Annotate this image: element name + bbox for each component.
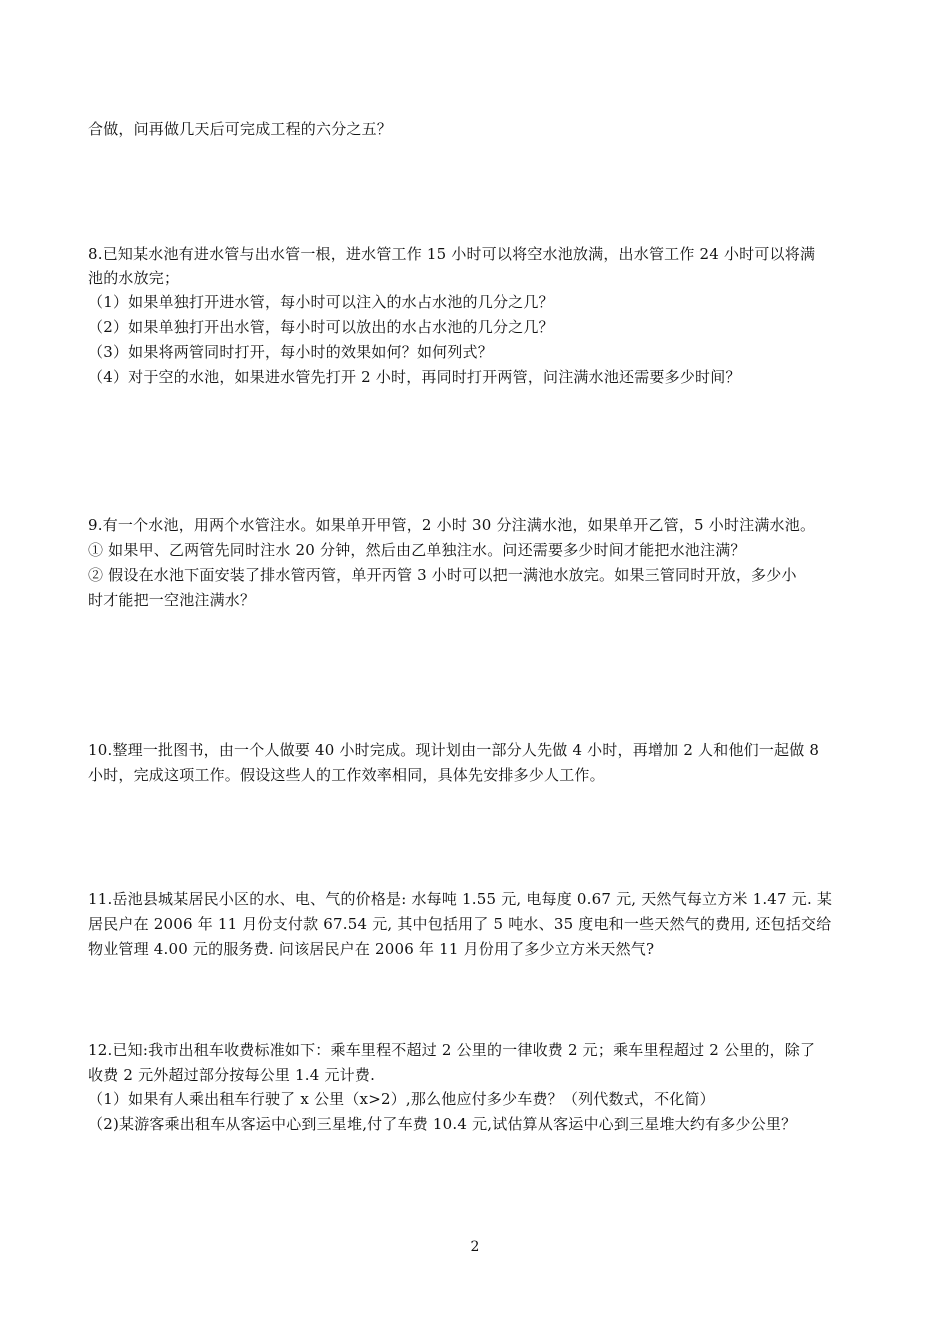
problem10-statement-line2: 小时，完成这项工作。假设这些人的工作效率相同，具体先安排多少人工作。 [88,766,605,784]
page-number: 2 [470,1239,480,1255]
problem12-statement-line1: 12.已知:我市出租车收费标准如下：乘车里程不超过 2 公里的一律收费 2 元；乘车里程超过 2 公里的，除了 [88,1041,816,1059]
problem9-subquestion-1: ① 如果甲、乙两管先同时注水 20 分钟，然后由乙单独注水。问还需要多少时间才能把水池注满？ [88,541,746,559]
problem12-statement-line2: 收费 2 元外超过部分按每公里 1.4 元计费. [88,1066,376,1084]
problem8-subquestion-3: （3）如果将两管同时打开，每小时的效果如何？如何列式？ [88,343,493,361]
problem11-statement-line1: 11.岳池县城某居民小区的水、电、气的价格是: 水每吨 1.55 元, 电每度 0.67 元, 天然气每立方米 1.47 元. 某 [88,890,833,908]
problem8-subquestion-1: （1）如果单独打开进水管，每小时可以注入的水占水池的几分之几？ [88,293,554,311]
problem8-subquestion-4: （4）对于空的水池，如果进水管先打开 2 小时，再同时打开两管，问注满水池还需要多少时间？ [88,368,741,386]
problem10-statement-line1: 10.整理一批图书，由一个人做要 40 小时完成。现计划由一部分人先做 4 小时，再增加 2 人和他们一起做 8 [88,741,820,759]
problem12-subquestion-1: （1）如果有人乘出租车行驶了 x 公里（x>2）,那么他应付多少车费？（列代数式，不化简） [88,1090,715,1108]
problem8-statement-line2: 池的水放完； [88,269,180,287]
problem9-subquestion-2-line1: ② 假设在水池下面安装了排水管丙管，单开丙管 3 小时可以把一满池水放完。如果三管同时开放，多少小 [88,566,797,584]
problem8-subquestion-2: （2）如果单独打开出水管，每小时可以放出的水占水池的几分之几？ [88,318,554,336]
problem8-statement-line1: 8.已知某水池有进水管与出水管一根，进水管工作 15 小时可以将空水池放满，出水管工作 24 小时可以将满 [88,245,816,263]
problem9-statement: 9.有一个水池，用两个水管注水。如果单开甲管，2 小时 30 分注满水池，如果单开乙管，5 小时注满水池。 [88,516,816,534]
problem9-subquestion-2-line2: 时才能把一空池注满水？ [88,591,256,609]
problem11-statement-line2: 居民户在 2006 年 11 月份支付款 67.54 元, 其中包括用了 5 吨水、35 度电和一些天然气的费用, 还包括交给 [88,915,832,933]
problem12-subquestion-2: （2)某游客乘出租车从客运中心到三星堆,付了车费 10.4 元,试估算从客运中心到三星堆大约有多少公里？ [88,1115,797,1133]
problem11-statement-line3: 物业管理 4.00 元的服务费. 问该居民户在 2006 年 11 月份用了多少立方米天然气? [88,940,655,958]
problem7-continuation: 合做，问再做几天后可完成工程的六分之五？ [88,120,393,138]
